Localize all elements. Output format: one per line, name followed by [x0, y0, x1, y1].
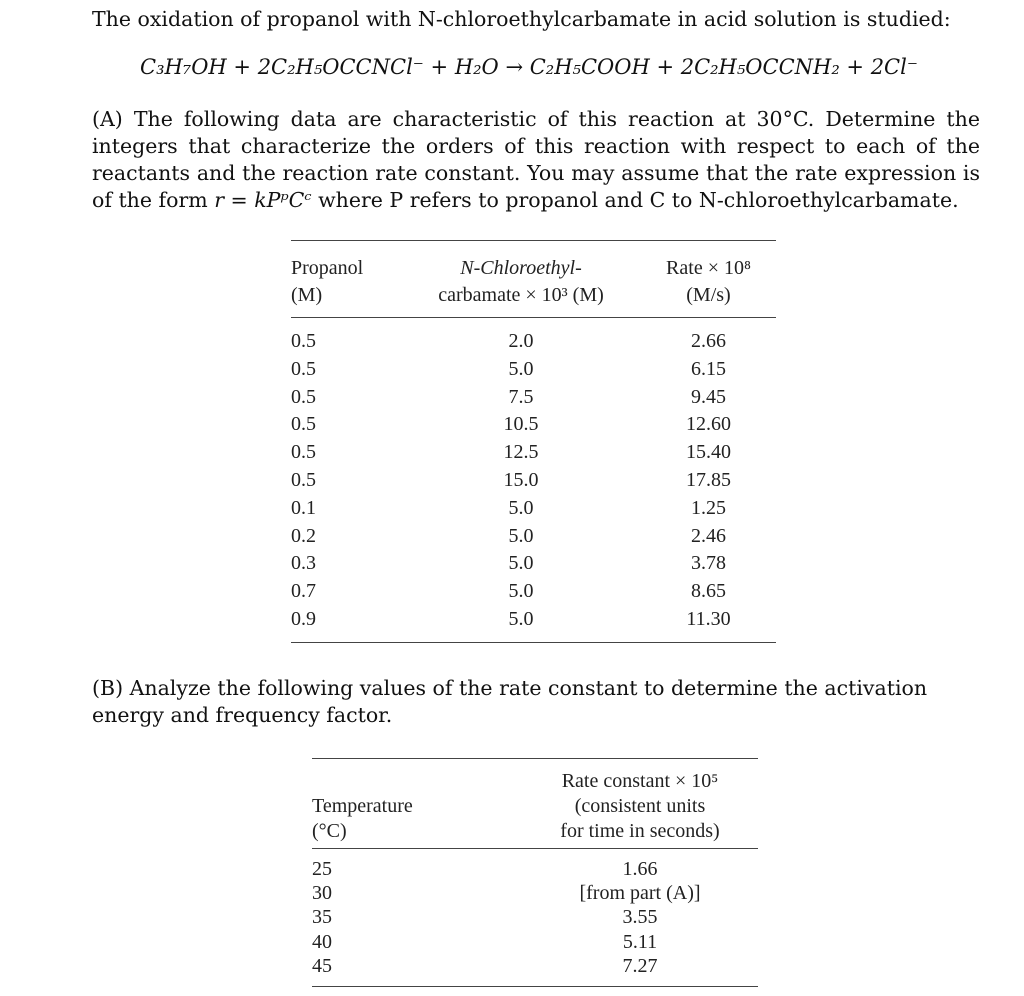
equation-lhs-1: C₃H₇OH	[140, 55, 227, 79]
table-row: 0.5 5.0 6.15	[291, 357, 726, 380]
table-row: 0.3 5.0 3.78	[291, 552, 726, 575]
table-row: 0.5 12.5 15.40	[291, 441, 731, 464]
equation-rhs-1: + 2C₂H₅OCCNH₂	[649, 55, 840, 79]
col-header-rate: Rate × 10⁸ (M/s)	[666, 257, 751, 306]
table-row: 30 [from part (A)]	[312, 882, 701, 905]
table-row: 35 3.55	[312, 906, 658, 929]
table-row: 0.5 2.0 2.66	[291, 330, 726, 352]
table-row: 0.5 10.5 12.60	[291, 413, 731, 436]
col-header-propanol: Propanol (M)	[291, 257, 364, 306]
equation-rhs-2: + 2Cl⁻	[839, 55, 918, 79]
col-header-chloroethylcarbamate: N-Chloroethyl- carbamate × 10³ (M)	[438, 257, 604, 306]
table-row: 45 7.27	[312, 954, 658, 977]
equation-lhs-3: + H₂O	[423, 55, 499, 79]
reaction-equation	[140, 54, 1000, 81]
table-row: 0.1 5.0 1.25	[291, 496, 726, 519]
intro-text: The oxidation of propanol with N-chloroethylcarbamate in acid solution is studied:	[92, 7, 951, 31]
table-row: 0.7 5.0 8.65	[291, 580, 726, 603]
table-row: 25 1.66	[312, 858, 658, 880]
rate-expression: r = kPᵖCᶜ	[214, 188, 312, 212]
part-b-text: (B) Analyze the following values of the rate constant to determine the activation energy and frequency factor.	[92, 676, 928, 727]
table-row: 40 5.11	[312, 930, 658, 953]
part-a-tail: where P refers to propanol and C to N-chloroethylcarbamate.	[311, 188, 959, 212]
part-a-body: (A) The following data are characteristic of this reaction at 30°C. Determine the integers that characterize the orders of this reaction with respect to each of the reactants and the reaction rate constant. You may assume that the rate expression is of the form	[92, 107, 980, 212]
equation-lhs-4: → C₂H₅COOH	[498, 55, 650, 79]
table-row: 0.5 7.5 9.45	[291, 385, 726, 408]
table-row: 0.2 5.0 2.46	[291, 524, 726, 547]
table-row: 0.9 5.0 11.30	[291, 607, 731, 630]
propanol-rate-table	[291, 240, 776, 643]
col-header-temperature: Temperature (°C)	[312, 795, 413, 842]
table-row: 0.5 15.0 17.85	[291, 468, 731, 491]
rate-constant-table	[312, 758, 758, 987]
equation-lhs-2: + 2C₂H₅OCCNCl⁻	[226, 55, 424, 79]
part-a-text	[92, 106, 980, 214]
col-header-rate-constant: Rate constant × 10⁵ (consistent units for time in seconds)	[560, 770, 720, 842]
